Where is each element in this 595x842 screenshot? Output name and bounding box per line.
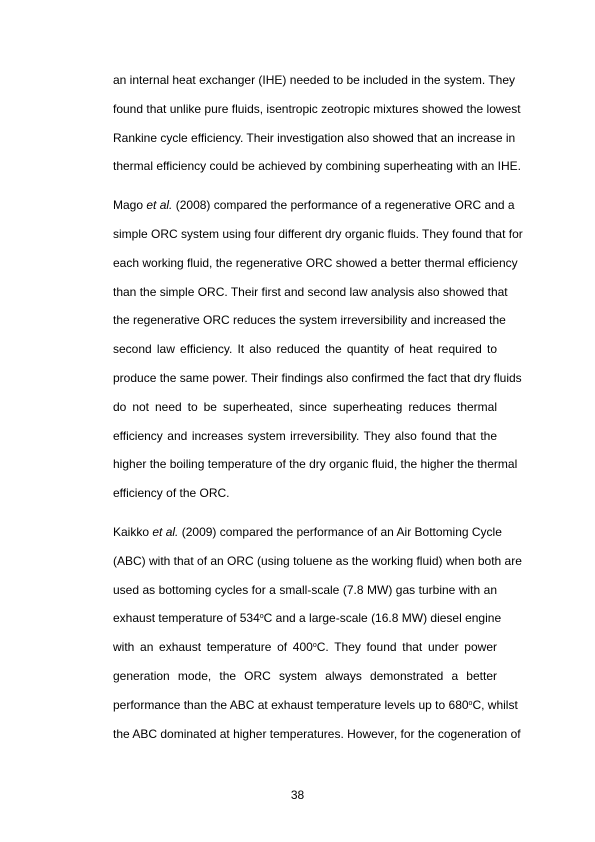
degree-symbol: o <box>468 699 473 707</box>
citation-etal: et al. <box>152 524 179 539</box>
text-line: do not need to be superheated, since superheating reduces thermal <box>113 399 497 414</box>
text-line: an internal heat exchanger (IHE) needed to be included in the system. They <box>113 73 516 87</box>
paragraph <box>113 191 523 508</box>
text-line: generation mode, the ORC system always demonstrated a better <box>113 668 497 683</box>
body-text <box>113 66 523 748</box>
citation-etal: et al. <box>146 198 173 213</box>
text-line: the ABC dominated at higher temperatures. However, for the cogeneration of <box>113 726 521 741</box>
text-line: (ABC) with that of an ORC (using toluene as the working fluid) when both are <box>113 553 522 568</box>
text-line: used as bottoming cycles for a small-scale (7.8 MW) gas turbine with an <box>113 582 497 597</box>
citation-author: Mago <box>113 198 144 213</box>
text-line: the regenerative ORC reduces the system irreversibility and increased the <box>113 313 506 328</box>
text-line: found that unlike pure fluids, isentropic zeotropic mixtures showed the lowest <box>113 101 521 116</box>
degree-symbol: o <box>312 642 317 650</box>
text-line: higher the boiling temperature of the dry organic fluid, the higher the thermal <box>113 457 518 472</box>
text-line: thermal efficiency could be achieved by combining superheating with an IHE. <box>113 159 522 174</box>
text-line: Rankine cycle efficiency. Their investigation also showed that an increase in <box>113 130 516 145</box>
page-number: 38 <box>290 788 305 802</box>
text-line: each working fluid, the regenerative ORC showed a better thermal efficiency <box>113 255 518 270</box>
text-line: exhaust temperature of 534$^o$C and a large-scale (16.8 MW) diesel engine <box>113 611 502 626</box>
text-line: with an exhaust temperature of 400$^o$C. They found that under power <box>113 640 497 655</box>
text-line: produce the same power. Their findings also confirmed the fact that dry fluids <box>113 370 522 385</box>
paragraph <box>113 518 522 748</box>
text-line: performance than the ABC at exhaust temperature levels up to 680$^o$C, whilst <box>113 697 518 712</box>
degree-symbol: o <box>259 613 264 621</box>
text-line: efficiency of the ORC. <box>113 486 230 501</box>
text-line: than the simple ORC. Their first and second law analysis also showed that <box>113 284 508 299</box>
citation-author: Kaikko <box>113 524 150 539</box>
paragraph <box>113 66 522 181</box>
text-line: efficiency and increases system irreversibility. They also found that the <box>113 428 497 443</box>
text-line: second law efficiency. It also reduced the quantity of heat required to <box>113 342 497 357</box>
text-line: Kaikko et al. (2009) compared the performance of an Air Bottoming Cycle <box>113 524 502 539</box>
text-line: simple ORC system using four different dry organic fluids. They found that for <box>113 226 523 241</box>
text-line: Mago et al. (2008) compared the performance of a regenerative ORC and a <box>113 198 515 213</box>
